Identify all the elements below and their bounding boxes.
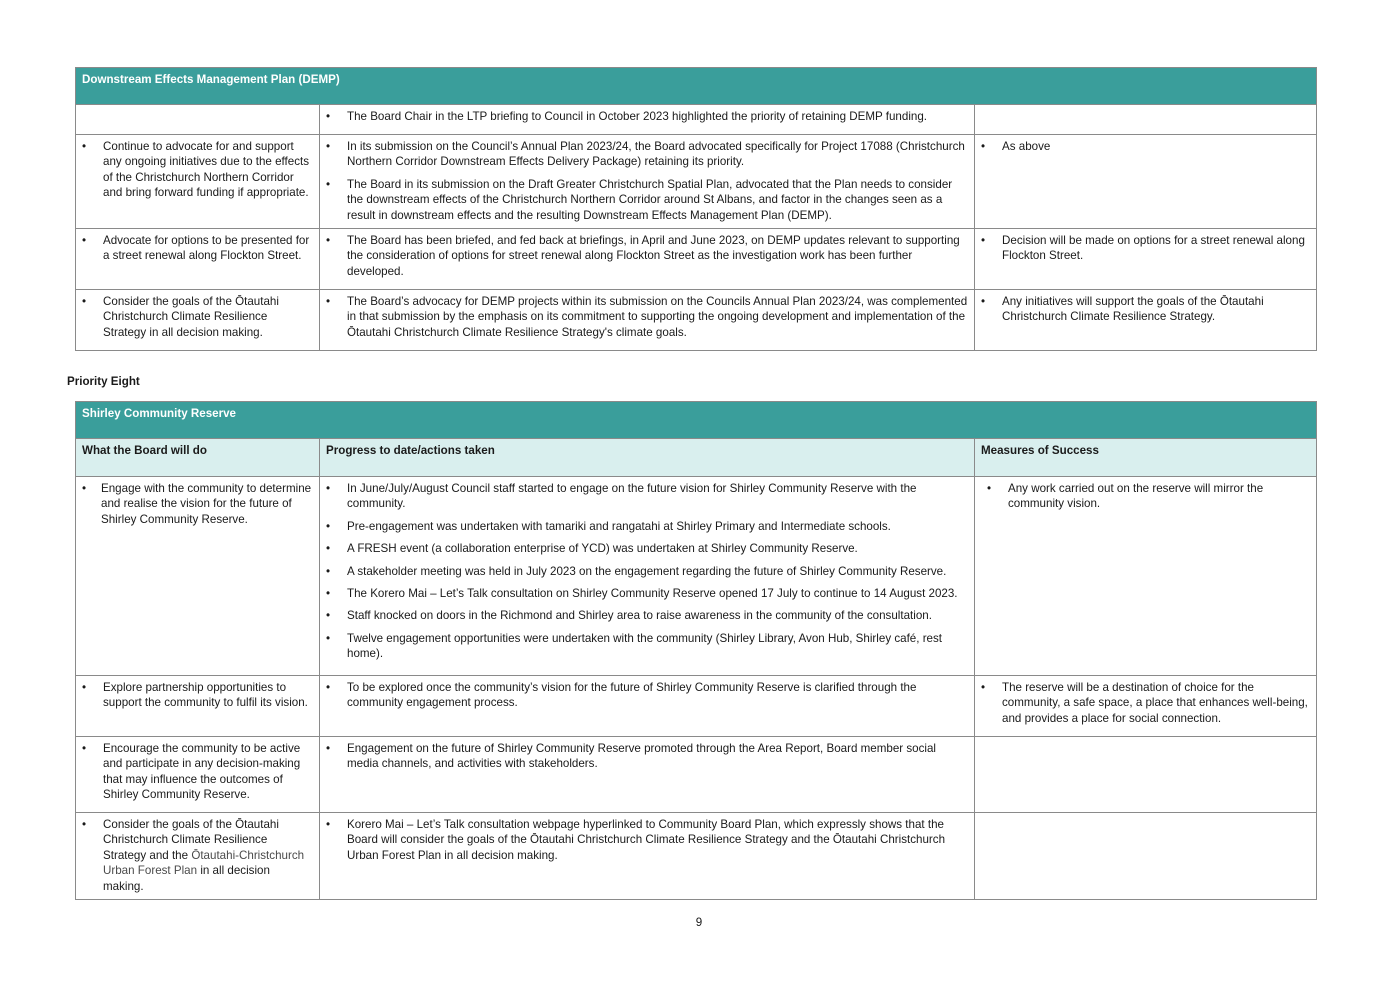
progress-cell	[320, 229, 975, 290]
progress-cell	[320, 290, 975, 351]
list-item: • Any work carried out on the reserve will mirror the community vision.	[987, 481, 1310, 512]
actions-cell	[76, 290, 320, 351]
demp-title-row	[76, 68, 1317, 105]
shirley-table	[75, 401, 1317, 900]
column-header-measures: Measures of Success	[975, 439, 1317, 477]
table-row	[76, 737, 1317, 813]
list-item: • As above	[981, 139, 1310, 154]
column-header-row	[76, 439, 1317, 477]
table-row	[76, 135, 1317, 229]
list-item: • Korero Mai – Let’s Talk consultation webpage hyperlinked to Community Board Plan, which expressly shows that the Board will consider the goals of the Ōtautahi Christchurch Climate Resilience Strategy and the Ōtautahi Christchurch Urban Forest Plan in all decision making.	[326, 817, 968, 863]
list-item: • The Board’s advocacy for DEMP projects within its submission on the Councils Annual Plan 2023/24, was complemented in that submission by the emphasis on its commitment to supporting the ongoing development and implementation of the Ōtautahi Christchurch Climate Resilience Strategy's climate goals.	[326, 294, 968, 340]
list-item	[82, 817, 313, 894]
list-item: • Any initiatives will support the goals of the Ōtautahi Christchurch Climate Resilience Strategy.	[981, 294, 1310, 325]
table-row	[76, 290, 1317, 351]
progress-cell	[320, 737, 975, 813]
actions-cell	[76, 737, 320, 813]
progress-cell	[320, 105, 975, 135]
list-item: • Twelve engagement opportunities were undertaken with the community (Shirley Library, Avon Hub, Shirley café, rest home).	[326, 631, 968, 662]
actions-cell	[76, 676, 320, 737]
list-item: • Decision will be made on options for a street renewal along Flockton Street.	[981, 233, 1310, 264]
table-row	[76, 477, 1317, 676]
list-item: • In its submission on the Council’s Annual Plan 2023/24, the Board advocated specifically for Project 17088 (Christchurch Northern Corridor Downstream Effects Delivery Package) retaining its priority.	[326, 139, 968, 170]
list-item: • To be explored once the community’s vision for the future of Shirley Community Reserve is clarified through the community engagement process.	[326, 680, 968, 711]
list-item: • A FRESH event (a collaboration enterprise of YCD) was undertaken at Shirley Community Reserve.	[326, 541, 968, 556]
actions-cell	[76, 135, 320, 229]
list-item: • Pre-engagement was undertaken with tamariki and rangatahi at Shirley Primary and Intermediate schools.	[326, 519, 968, 534]
shirley-title: Shirley Community Reserve	[76, 402, 1317, 439]
list-item: • A stakeholder meeting was held in July 2023 on the engagement regarding the future of Shirley Community Reserve.	[326, 564, 968, 579]
actions-cell	[76, 105, 320, 135]
urban-forest-plan-reference: Ōtautahi-Christchurch Urban Forest Plan	[103, 848, 305, 878]
list-item: • Continue to advocate for and support any ongoing initiatives due to the effects of the Christchurch Northern Corridor and bring forward funding if appropriate.	[82, 139, 313, 201]
table-row	[76, 813, 1317, 900]
measures-cell	[975, 135, 1317, 229]
measures-cell	[975, 676, 1317, 737]
table-row	[76, 229, 1317, 290]
list-item: • Advocate for options to be presented for a street renewal along Flockton Street.	[82, 233, 313, 264]
list-item: • The Board Chair in the LTP briefing to Council in October 2023 highlighted the priority of retaining DEMP funding.	[326, 109, 968, 124]
list-item: • Staff knocked on doors in the Richmond and Shirley area to raise awareness in the community of the consultation.	[326, 608, 968, 623]
measures-cell	[975, 229, 1317, 290]
list-item: • Explore partnership opportunities to support the community to fulfil its vision.	[82, 680, 313, 711]
section-heading: Priority Eight	[67, 375, 140, 388]
measures-cell	[975, 105, 1317, 135]
actions-cell	[76, 477, 320, 676]
demp-table	[75, 67, 1317, 351]
progress-cell	[320, 135, 975, 229]
table-row	[76, 105, 1317, 135]
shirley-title-row	[76, 402, 1317, 439]
measures-cell	[975, 477, 1317, 676]
list-item: • Engage with the community to determine and realise the vision for the future of Shirley Community Reserve.	[82, 481, 313, 527]
demp-title: Downstream Effects Management Plan (DEMP)	[76, 68, 1317, 105]
actions-cell	[76, 813, 320, 900]
list-item: • Consider the goals of the Ōtautahi Christchurch Climate Resilience Strategy in all decision making.	[82, 294, 313, 340]
action-text: in all decision making.	[103, 864, 270, 893]
page-number: 9	[695, 916, 703, 929]
list-item: • The Board in its submission on the Draft Greater Christchurch Spatial Plan, advocated that the Plan needs to consider the downstream effects of the Christchurch Northern Corridor around St Albans, and factor in the changes seen as a result in downstream effects and the resulting Downstream Effects Management Plan (DEMP).	[326, 177, 968, 223]
actions-cell	[76, 229, 320, 290]
measures-cell	[975, 737, 1317, 813]
action-text: Consider the goals of the Ōtautahi Christchurch Climate Resilience Strategy and the	[103, 818, 279, 862]
column-header-progress: Progress to date/actions taken	[320, 439, 975, 477]
progress-cell	[320, 676, 975, 737]
progress-cell	[320, 813, 975, 900]
list-item: • The Board has been briefed, and fed back at briefings, in April and June 2023, on DEMP updates relevant to supporting the consideration of options for street renewal along Flockton Street as the investigation work has been further developed.	[326, 233, 968, 279]
list-item: • Engagement on the future of Shirley Community Reserve promoted through the Area Report, Board member social media channels, and activities with stakeholders.	[326, 741, 968, 772]
table-row	[76, 676, 1317, 737]
measures-cell	[975, 813, 1317, 900]
progress-cell	[320, 477, 975, 676]
column-header-actions: What the Board will do	[76, 439, 320, 477]
list-item: • The reserve will be a destination of choice for the community, a safe space, a place that enhances well-being, and provides a place for social connection.	[981, 680, 1310, 726]
list-item: • In June/July/August Council staff started to engage on the future vision for Shirley Community Reserve with the community.	[326, 481, 968, 512]
list-item: • Encourage the community to be active and participate in any decision-making that may influence the outcomes of Shirley Community Reserve.	[82, 741, 313, 803]
list-item: • The Korero Mai – Let’s Talk consultation on Shirley Community Reserve opened 17 July to continue to 14 August 2023.	[326, 586, 968, 601]
measures-cell	[975, 290, 1317, 351]
